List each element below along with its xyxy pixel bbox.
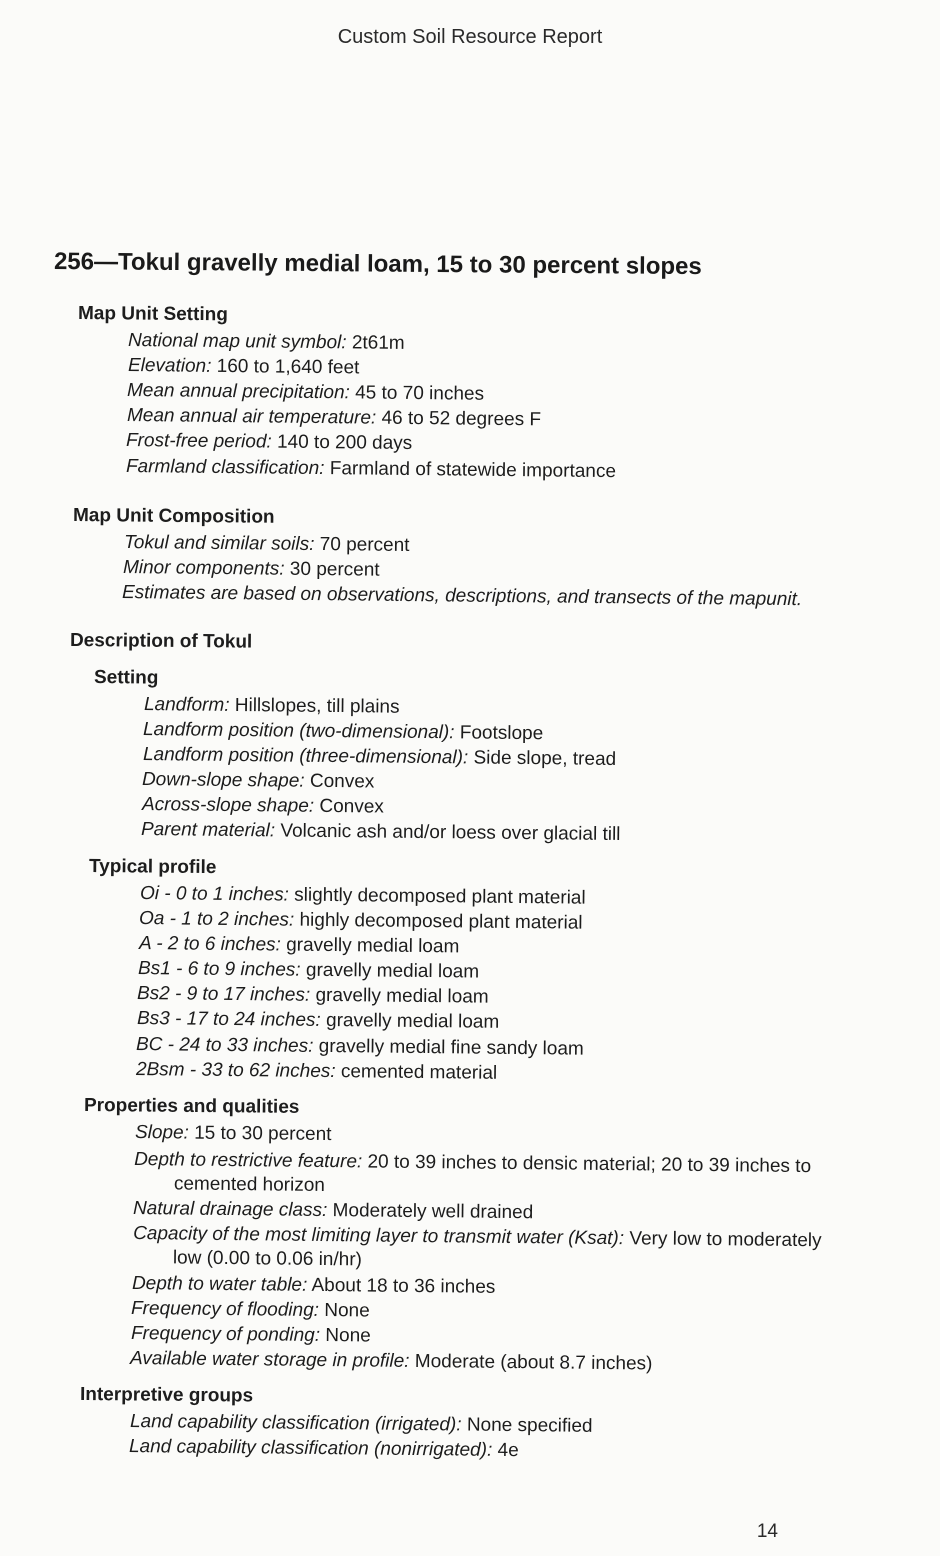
field-row: Landform position (two-dimensional): Footslope [142,719,544,745]
property-row: Capacity of the most limiting layer to transmit water (Ksat): Very low to moderately low (0.00 to 0.06 in/hr) [133,1223,822,1271]
profile-row: Oa - 1 to 2 inches: highly decomposed plant material [138,908,583,934]
field-row: Minor components: 30 percent [122,557,380,581]
field-row: Parent material: Volcanic ash and/or loess over glacial till [140,819,621,846]
field-row: National map unit symbol: 2t61m [127,330,405,354]
field-row: Down-slope shape: Convex [141,769,375,793]
page-number: 14 [756,1521,778,1542]
report-header: Custom Soil Resource Report [337,26,603,48]
field-row: Landform: Hillslopes, till plains [143,694,400,718]
subheading-setting: Setting [93,667,159,689]
section-heading-map-unit-composition: Map Unit Composition [72,505,275,528]
profile-row: Oi - 0 to 1 inches: slightly decomposed plant material [139,883,586,909]
property-row: Frequency of flooding: None [130,1298,370,1322]
property-row: Slope: 15 to 30 percent [134,1122,332,1146]
profile-row: Bs2 - 9 to 17 inches: gravelly medial loam [136,983,489,1008]
subheading-properties: Properties and qualities [83,1095,300,1118]
profile-row: Bs1 - 6 to 9 inches: gravelly medial loam [137,958,480,983]
composition-note: Estimates are based on observations, descriptions, and transects of the mapunit. [121,582,803,611]
profile-row: BC - 24 to 33 inches: gravelly medial fine sandy loam [135,1034,584,1060]
profile-row: A - 2 to 6 inches: gravelly medial loam [138,933,460,958]
map-unit-title: 256—Tokul gravelly medial loam, 15 to 30 percent slopes [53,248,702,281]
profile-row: 2Bsm - 33 to 62 inches: cemented material [135,1059,498,1084]
profile-row: Bs3 - 17 to 24 inches: gravelly medial loam [136,1008,500,1033]
field-row: Mean annual precipitation: 45 to 70 inches [126,380,485,405]
field-row: Tokul and similar soils: 70 percent [123,532,410,556]
interpretive-row: Land capability classification (nonirrigated): 4e [128,1436,519,1462]
property-row: Depth to water table: About 18 to 36 inches [131,1273,496,1298]
property-row: Natural drainage class: Moderately well drained [132,1198,534,1224]
field-row: Mean annual air temperature: 46 to 52 degrees F [126,405,542,431]
subheading-interpretive-groups: Interpretive groups [79,1384,254,1407]
section-heading-description: Description of Tokul [69,630,253,653]
field-row: Frost-free period: 140 to 200 days [125,430,413,454]
property-row: Depth to restrictive feature: 20 to 39 inches to densic material; 20 to 39 inches to cemented horizon [134,1149,812,1196]
field-row: Farmland classification: Farmland of statewide importance [125,456,617,483]
field-row: Landform position (three-dimensional): Side slope, tread [142,744,617,770]
subheading-typical-profile: Typical profile [88,856,217,879]
field-row: Across-slope shape: Convex [141,794,384,818]
property-row: Frequency of ponding: None [130,1323,371,1347]
interpretive-row: Land capability classification (irrigated): None specified [129,1411,593,1437]
property-row: Available water storage in profile: Moderate (about 8.7 inches) [129,1348,653,1375]
field-row: Elevation: 160 to 1,640 feet [127,355,360,379]
section-heading-map-unit-setting: Map Unit Setting [77,303,228,326]
